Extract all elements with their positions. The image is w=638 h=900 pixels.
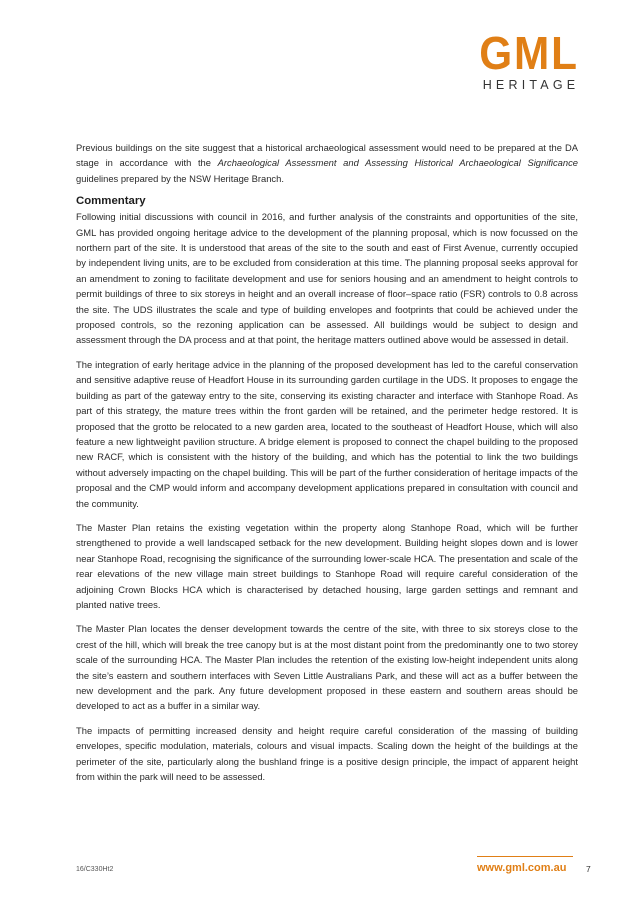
intro-text-before: Previous buildings on the site suggest that a historical archaeological assessment would need to be prepared at the DA stage in accordance with the	[76, 142, 578, 169]
paragraph-4: The Master Plan locates the denser development towards the centre of the site, with three to six storeys close to the crest of the hill, which will break the tree canopy but is at the most distant point from the predominantly one to two storey scale of the surrounding HCA. The Master Plan includes the retention of the existing low-height independent units along the site’s eastern and southern interfaces with Seven Little Australians Park, and these will act as a buffer between the new development and the park. Any future development proposed in these eastern and southern areas should be developed to act as a buffer in a similar way.	[76, 623, 578, 712]
website-link[interactable]: www.gml.com.au	[477, 862, 567, 874]
logo-subtitle: HERITAGE	[482, 78, 580, 92]
page-number: 7	[586, 864, 591, 874]
intro-text-after: guidelines prepared by the NSW Heritage Branch.	[76, 172, 284, 184]
paragraph-2: The integration of early heritage advice in the planning of the proposed development has led to the careful conservation and sensitive adaptive reuse of Headfort House in its surrounding garden curtilage in the UDS. It proposes to engage the building as part of the gateway entry to the site, conserving its existing character and interface with Stanhope Road. As part of this strategy, the mature trees within the front garden will be retained, and the perimeter hedge restored. It is proposed that the grotto be relocated to a new garden area, located to the southeast of Headfort House, which will also feature a new lightweight pavilion structure. A bridge element is proposed to connect the chapel building to the proposed new RACF, which is consistent with the history of the building, and which has the potential to link the two buildings without adversely impacting on the chapel building. This will be part of the further consideration of heritage impacts of the proposal and the CMP would inform and accompany development applications prepared in consultation with council and the community.	[76, 358, 578, 509]
page-body	[76, 140, 578, 793]
paragraph-3: The Master Plan retains the existing vegetation within the property along Stanhope Road, which will be further strengthened to provide a well landscaped setback for the new development. Building height slopes down and is lower near Stanhope Road, recognising the significance of the surrounding lower-scale HCA. The presentation and scale of the rear elevations of the new village main street buildings to Stanhope Road will require careful consideration of the adjoining Crown Blocks HCA which is characterised by detached housing, large garden settings and remnant and planted native trees.	[76, 521, 578, 610]
paragraph-1: Following initial discussions with council in 2016, and further analysis of the constraints and opportunities of the site, GML has provided ongoing heritage advice to the development of the planning proposal, which is now focussed on the northern part of the site. It is understood that areas of the site to the south and east of First Avenue, currently occupied by independent living units, are to be excluded from consideration at this time. The planning proposal seeks approval for an amendment to zoning to facilitate development and use for seniors housing and an amendment to height controls to permit buildings of three to six storeys in height and an overall increase of floor–space ratio (FSR) controls to 0.8 across the site. The UDS illustrates the scale and type of building envelopes and footprints that could be achieved under the proposed controls, so the rezoning application can be assessed. All buildings would be subject to design and assessment through the DA process and at that point, the heritage matters outlined above would be assessed in detail.	[76, 211, 578, 346]
logo-wordmark: GML	[479, 27, 579, 79]
section-heading: Commentary	[76, 195, 146, 208]
guideline-title: Archaeological Assessment and Assessing Historical Archaeological Significance	[217, 157, 578, 169]
intro-paragraph	[76, 140, 578, 186]
gml-heritage-logo	[474, 27, 584, 92]
document-code: 16/C330Ht2	[76, 866, 114, 873]
footer-divider	[477, 856, 573, 857]
paragraph-5: The impacts of permitting increased density and height require careful consideration of the massing of building envelopes, specific modulation, materials, colours and visual impacts. Scaling down the height of the buildings at the perimeter of the site, particularly along the bushland fringe is a positive design principle, the impact of apparent height from within the park will need to be assessed.	[76, 724, 578, 783]
